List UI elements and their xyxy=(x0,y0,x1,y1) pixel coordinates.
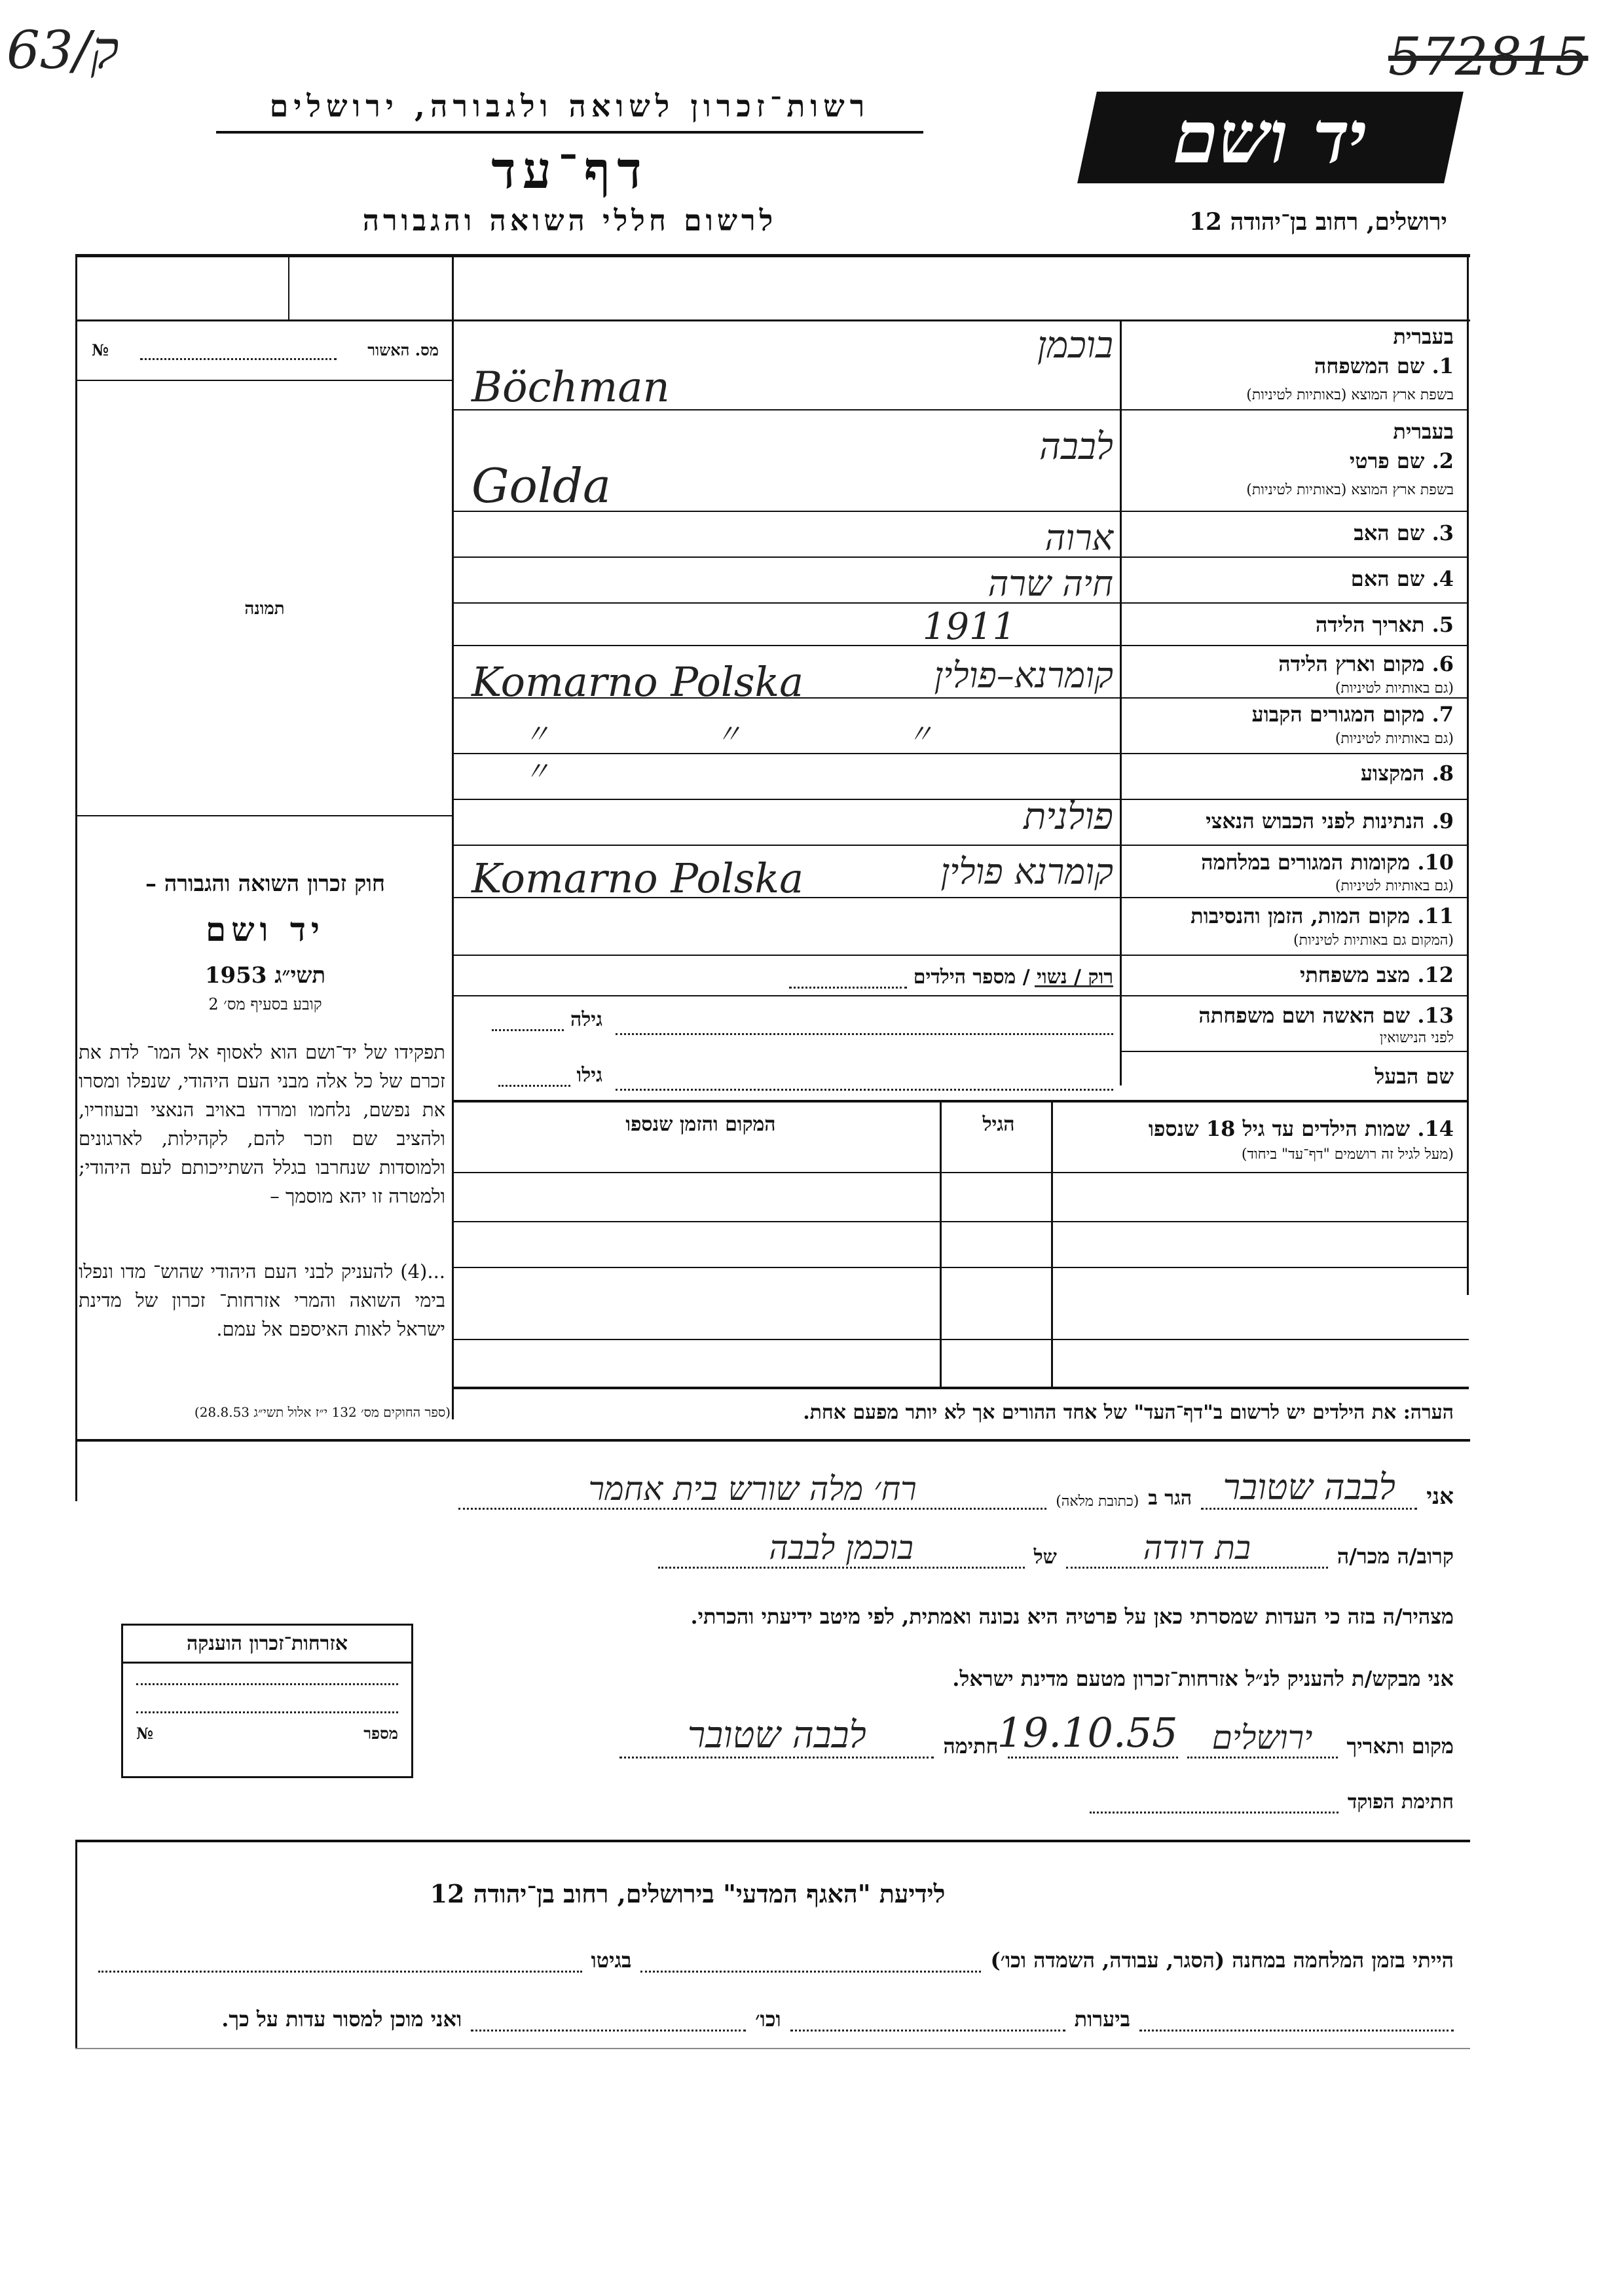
photo-bottom-line xyxy=(75,815,454,816)
field-10-label-text: מקומות המגורים במלחמה xyxy=(1201,850,1411,875)
citizenship-number-label: מספר xyxy=(363,1724,398,1743)
official-sign-field[interactable] xyxy=(1090,1812,1338,1813)
field-12-options: רוק / נשוי / מספר הילדים xyxy=(913,966,1113,989)
decl-i-value[interactable]: לבבה שטובר xyxy=(1201,1467,1417,1510)
children-label-text: שמות הילדים עד גיל 18 שנספו xyxy=(1148,1116,1411,1141)
field-1-sub: בשפת ארץ המוצא (באותיות לטיניות) xyxy=(1246,387,1454,403)
husband-age-row xyxy=(471,1064,602,1087)
field-4-num: 4. xyxy=(1431,566,1454,591)
law-source: (ספר החוקים מס׳ 132 י״ז אלול תשי״ג 28.8.53) xyxy=(194,1404,451,1420)
photo-top-line xyxy=(75,380,454,381)
law-name: יד ושם xyxy=(206,910,325,949)
decl-of-value[interactable]: בוכמן לבבה xyxy=(658,1529,1025,1569)
footer-camp-label: הייתי בזמן המלחמה במחנה (הסגר, עבודה, השמדה וכו׳) xyxy=(990,1948,1454,1973)
form-title: דף־עד xyxy=(491,141,648,200)
form-subtitle: לרשום חללי השואה והגבורה xyxy=(362,204,777,238)
citizenship-box-number-row xyxy=(136,1724,398,1743)
field-8-label-text: המקצוע xyxy=(1360,761,1425,786)
field-2-value-lat[interactable]: Golda xyxy=(471,458,611,513)
field-1-value-lat[interactable]: Böchman xyxy=(471,363,670,412)
field-2-label-text: שם פרטי xyxy=(1349,448,1425,473)
law-text-2: ...(4) להעניק לבני העם היהודי שהוש־ מדו ונפלו בימי השואה והמרי אזרחות־ זכרון של מדינת ישראל לאות האיספם אל עמם. xyxy=(79,1260,445,1340)
field-4-label xyxy=(1126,566,1454,591)
yad-vashem-logo: יד ושם xyxy=(1077,92,1464,183)
footer-top-line xyxy=(75,1840,1470,1842)
children-col-div-1 xyxy=(1051,1100,1053,1388)
frame-top xyxy=(75,254,1470,257)
field-10-label xyxy=(1126,850,1454,875)
divider-labels xyxy=(1120,319,1122,1085)
field-9-label xyxy=(1126,809,1454,833)
field-10-sub: (גם באותיות לטיניות) xyxy=(1335,878,1454,894)
field-12-label xyxy=(1126,962,1454,987)
org-line: רשות־זכרון לשואה ולגבורה, ירושלים xyxy=(269,88,870,124)
field-11-label-text: מקום המות, הזמן והנסיבות xyxy=(1190,903,1411,928)
corner-mark-right: 572815 xyxy=(1388,26,1589,87)
note-bottom xyxy=(75,1439,1470,1442)
husband-age-label: גילו xyxy=(576,1064,602,1087)
field-6-label-text: מקום וארץ הלידה xyxy=(1278,651,1425,676)
field-12-label-text: מצב משפחתי xyxy=(1300,962,1411,987)
field-2-num: 2. xyxy=(1431,448,1454,473)
top-band-tick xyxy=(288,254,289,319)
field-11-sub: (המקום גם באותיות לטיניות) xyxy=(1293,932,1454,949)
field-7-label-text: מקום המגורים הקבוע xyxy=(1251,702,1425,727)
field-3-value[interactable]: ארוה xyxy=(1044,517,1113,558)
footer-forest-label: ביערות xyxy=(1074,2007,1130,2032)
top-band-line xyxy=(75,319,1470,321)
field-10-value-heb[interactable]: קומרנא פולין xyxy=(940,851,1113,892)
field-9-label-text: הנתינות לפני הכבוש הנאצי xyxy=(1206,809,1425,833)
citizenship-box-line-1[interactable] xyxy=(136,1683,398,1685)
field-5-label-text: תאריך הלידה xyxy=(1315,612,1425,637)
field-1-label xyxy=(1126,354,1454,378)
field-2-sub: בשפת ארץ המוצא (באותיות לטיניות) xyxy=(1246,482,1454,498)
footer-ghetto-label: בגיטו xyxy=(591,1948,632,1973)
corner-mark-left: 63/ק xyxy=(7,20,119,81)
children-count-field[interactable] xyxy=(789,987,907,989)
field-1-heb-tag: בעברית xyxy=(1393,324,1454,349)
field-9-value[interactable]: פולנית xyxy=(1024,795,1113,838)
approval-label-text: מס. האשור xyxy=(367,340,439,359)
field-13-label xyxy=(1126,1003,1454,1028)
field-10-num: 10. xyxy=(1417,850,1454,875)
footer-line-2 xyxy=(98,2007,1454,2032)
divider-left-panel xyxy=(452,254,454,1419)
field-6-label xyxy=(1126,651,1454,676)
footer-frame-left xyxy=(75,1840,77,2049)
decl-relative-label: קרוב/ה מכר/ה xyxy=(1337,1544,1454,1569)
field-3-label xyxy=(1126,520,1454,545)
citizenship-no-sign: № xyxy=(136,1724,154,1743)
law-clause: קובע בסעיף מס׳ 2 xyxy=(208,995,322,1013)
wife-name-field[interactable] xyxy=(616,1033,1113,1035)
citizenship-box-title: אזרחות־זכרון הוענקה xyxy=(123,1626,411,1664)
section-children-top xyxy=(452,1100,1469,1102)
field-1-label-text: שם המשפחה xyxy=(1314,354,1425,378)
field-1-value-heb[interactable]: בוכמן xyxy=(1037,324,1113,367)
field-11-num: 11. xyxy=(1417,903,1454,928)
footer-forest-field[interactable] xyxy=(790,2030,1065,2032)
decl-request: אני מבקש/ת להעניק לנ״ל אזרחות־זכרון מטעם מדינת ישראל. xyxy=(952,1666,1454,1691)
husband-age-field[interactable] xyxy=(498,1085,570,1087)
law-title: חוק זכרון השואה והגבורה – xyxy=(145,871,386,897)
wife-age-label: גילה xyxy=(570,1008,602,1031)
children-col-age: הגיל xyxy=(982,1113,1015,1136)
official-sign-label xyxy=(458,1791,1454,1813)
field-7-label xyxy=(1126,702,1454,727)
decl-place-value[interactable]: ירושלים xyxy=(1187,1719,1338,1758)
field-1-num: 1. xyxy=(1431,354,1454,378)
decl-affirm: מצהיר/ה בזה כי העדות שמסרתי כאן על פרטיה היא נכונה ואמתית, לפי מיטב ידיעתי והכרתי. xyxy=(690,1604,1454,1629)
field-11-label xyxy=(1126,903,1454,928)
field-10-value-lat[interactable]: Komarno Polska xyxy=(471,854,804,902)
decl-of-label: של xyxy=(1033,1546,1057,1569)
row-11-line xyxy=(452,955,1469,956)
wife-age-field[interactable] xyxy=(492,1029,564,1031)
field-2-value-heb[interactable]: לבבה xyxy=(1039,426,1113,468)
row-9-line xyxy=(452,845,1469,846)
field-2-label xyxy=(1126,448,1454,473)
husband-name-field[interactable] xyxy=(616,1089,1113,1091)
decl-line-2 xyxy=(458,1529,1454,1569)
approval-label xyxy=(92,340,439,360)
children-label xyxy=(1058,1116,1454,1141)
field-2-heb-tag: בעברית xyxy=(1393,419,1454,444)
approval-no-sign: № xyxy=(92,340,109,359)
husband-label: שם הבעל xyxy=(1375,1064,1454,1089)
decl-sign-label: חתימה xyxy=(943,1734,999,1758)
children-num: 14. xyxy=(1417,1116,1454,1141)
decl-addr-hint: (כתובת מלאה) xyxy=(1056,1493,1139,1510)
field-5-value[interactable]: 1911 xyxy=(922,606,1016,648)
field-13-sub: לפני הנישואין xyxy=(1379,1030,1454,1046)
field-6-sub: (גם באותיות לטיניות) xyxy=(1335,680,1454,697)
footer-heading: לידיעת "האגף המדעי" בירושלים, רחוב בן־יהודה 12 xyxy=(430,1879,946,1908)
footer-ready-label: ואני מוכן למסור עדות על כך. xyxy=(221,2007,462,2032)
field-13-label-text: שם האשה ושם משפחתה xyxy=(1198,1003,1411,1028)
field-3-label-text: שם האב xyxy=(1354,520,1425,545)
children-col-place: המקום והזמן שנספו xyxy=(625,1113,776,1136)
children-head-line xyxy=(452,1172,1469,1173)
field-7-value[interactable]: 〃 〃 〃 〃 xyxy=(524,720,1012,787)
field-7-num: 7. xyxy=(1431,702,1454,727)
field-5-label xyxy=(1126,612,1454,637)
header-address: ירושלים, רחוב בן־יהודה 12 xyxy=(1189,208,1447,236)
official-sign-text: חתימת הפוקד xyxy=(1347,1791,1454,1813)
field-4-value[interactable]: חיה שרה xyxy=(987,563,1113,604)
note-text: הערה: את הילדים יש לרשום ב"דף־העד" של אחד ההורים אך לא יותר מפעם אחת. xyxy=(803,1401,1454,1424)
children-row-2[interactable] xyxy=(452,1267,1469,1268)
children-bottom xyxy=(452,1387,1469,1389)
footer-bottom-line xyxy=(75,2048,1470,2049)
row-12-line xyxy=(452,995,1469,996)
footer-ghetto-field[interactable] xyxy=(98,1971,582,1973)
photo-label: תמונה xyxy=(244,599,285,619)
decl-i-label: אני xyxy=(1426,1484,1454,1510)
footer-forest-pre-field[interactable] xyxy=(1139,2030,1454,2032)
field-5-num: 5. xyxy=(1431,612,1454,637)
footer-etc-field[interactable] xyxy=(471,2030,746,2032)
field-3-num: 3. xyxy=(1431,520,1454,545)
decl-place-date-label: מקום ותאריך xyxy=(1346,1734,1454,1758)
field-6-value-heb[interactable]: קומרנא–פולין xyxy=(934,655,1113,696)
decl-resides-label: הגר ב xyxy=(1148,1487,1192,1510)
marital-underline-mark xyxy=(1035,985,1113,987)
decl-line-1 xyxy=(458,1467,1454,1510)
children-sub: (מעל לגיל זה רושמים "דף־עד" ביחוד) xyxy=(1241,1146,1454,1163)
field-7-sub: (גם באותיות לטיניות) xyxy=(1335,731,1454,747)
wife-age-row xyxy=(471,1008,602,1031)
frame-left xyxy=(75,254,77,1501)
citizenship-box xyxy=(121,1624,413,1778)
children-col-div-2 xyxy=(940,1100,942,1388)
field-13-num: 13. xyxy=(1417,1003,1454,1028)
decl-relation-value[interactable]: בת דודה xyxy=(1066,1529,1328,1569)
field-9-num: 9. xyxy=(1431,809,1454,833)
approval-number-field[interactable] xyxy=(140,340,337,360)
children-row-1[interactable] xyxy=(452,1221,1469,1222)
field-4-label-text: שם האם xyxy=(1350,566,1425,591)
field-6-value-lat[interactable]: Komarno Polska xyxy=(471,658,804,706)
decl-line-sign xyxy=(452,1709,1454,1758)
law-text-1: תפקידו של יד־ושם הוא לאסוף אל המו־ לדת את זכרם של כל אלה מבני העם היהודי, שנפלו ומסרו את נפשם, נלחמו ומרדו באויב הנאצי ובעוזריו, ולהציב שם וזכר להם, לקהילות, לארגונים ולמוסדות שנחרבו בגלל השתייכותם לעם היהודי; ולמטרה זו יהא מוסמך – xyxy=(79,1041,445,1207)
row-13-line xyxy=(1120,1051,1469,1052)
decl-addr-value[interactable]: רח׳ מלה שורש בית אחמר xyxy=(458,1470,1046,1510)
children-row-3[interactable] xyxy=(452,1339,1469,1340)
field-8-num: 8. xyxy=(1431,761,1454,786)
footer-etc-label: וכו׳ xyxy=(755,2007,781,2032)
footer-camp-field[interactable] xyxy=(640,1971,981,1973)
decl-sign-value[interactable]: לבבה שטובר xyxy=(619,1714,934,1758)
org-underline xyxy=(216,131,923,134)
footer-line-1 xyxy=(98,1948,1454,1973)
field-8-label xyxy=(1126,761,1454,786)
field-12-num: 12. xyxy=(1417,962,1454,987)
field-6-num: 6. xyxy=(1431,651,1454,676)
law-year: תשי״ג 1953 xyxy=(204,962,326,989)
decl-date-value[interactable]: 19.10.55 xyxy=(1008,1709,1178,1758)
citizenship-box-line-2[interactable] xyxy=(136,1711,398,1713)
